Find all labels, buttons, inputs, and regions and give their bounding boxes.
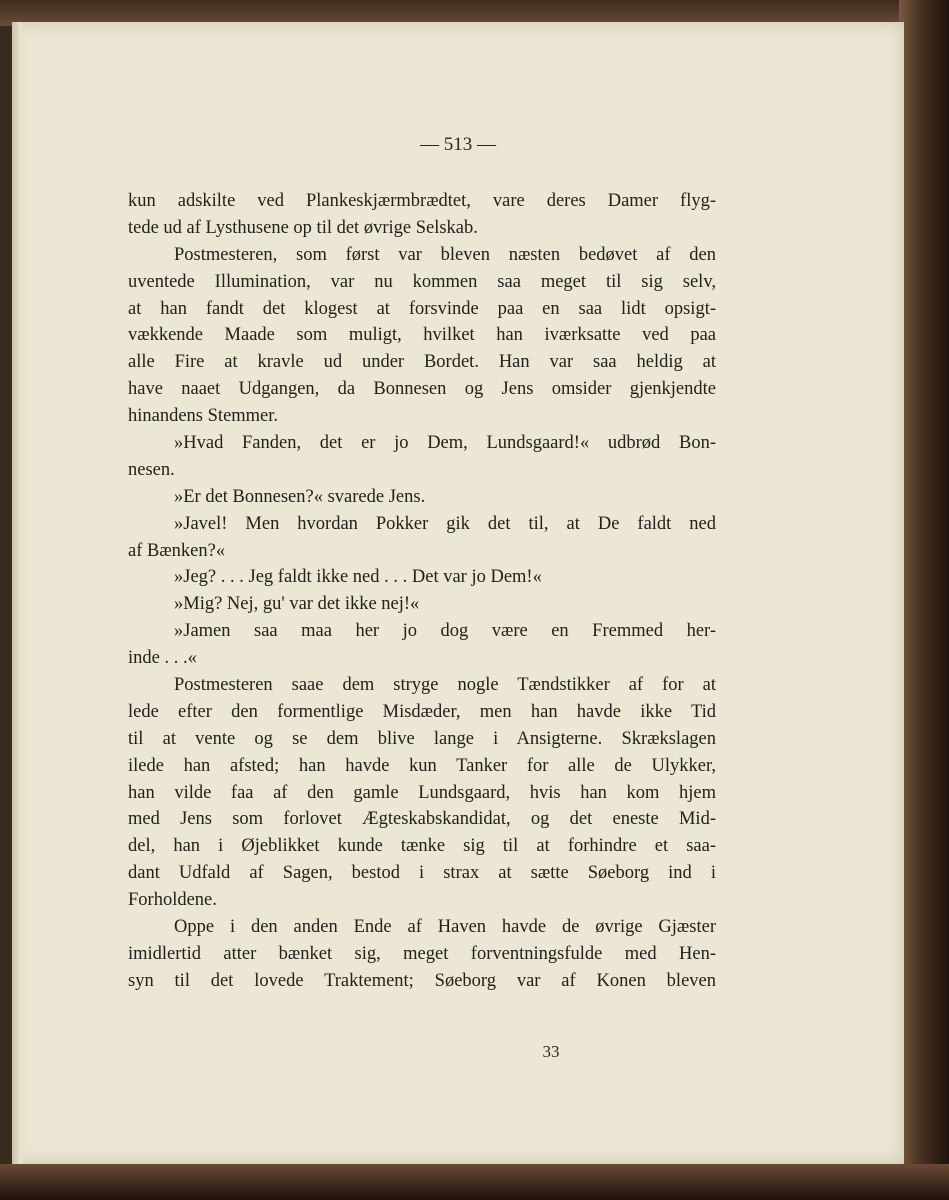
page-gutter — [12, 22, 22, 1164]
book-cover-bottom-edge — [0, 1164, 949, 1200]
paper-page — [12, 22, 904, 1164]
text-line: Postmesteren saae dem stryge nogle Tændstikker af for at — [174, 675, 716, 696]
text-line: Postmesteren, som først var bleven næsten bedøvet af den — [174, 244, 716, 265]
text-line: lede efter den formentlige Misdæder, men han havde ikke Tid — [128, 701, 716, 722]
text-line: syn til det lovede Traktement; Søeborg var af Konen bleven — [128, 970, 716, 991]
text-line: »Hvad Fanden, det er jo Dem, Lundsgaard!« udbrød Bon- — [174, 433, 716, 454]
text-line: »Mig? Nej, gu' var det ikke nej!« — [174, 594, 420, 615]
text-line: »Jeg? . . . Jeg faldt ikke ned . . . Det var jo Dem!« — [174, 567, 542, 588]
page-number: — 513 — — [420, 134, 496, 155]
text-line: Forholdene. — [128, 890, 217, 911]
text-line: dant Udfald af Sagen, bestod i strax at sætte Søeborg ind i — [128, 863, 716, 884]
text-line: vækkende Maade som muligt, hvilket han iværksatte ved paa — [128, 325, 716, 346]
signature-mark: 33 — [542, 1042, 560, 1061]
text-line: kun adskilte ved Plankeskjærmbrædtet, vare deres Damer flyg- — [128, 191, 716, 211]
text-line: han vilde faa af den gamle Lundsgaard, hvis han kom hjem — [128, 782, 716, 803]
text-line: imidlertid atter bænket sig, meget forventningsfulde med Hen- — [128, 943, 716, 964]
text-line: »Jamen saa maa her jo dog være en Fremmed her- — [174, 621, 716, 642]
text-line: nesen. — [128, 459, 175, 480]
body-text — [128, 188, 716, 995]
text-line: af Bænken?« — [128, 540, 226, 561]
text-line: tede ud af Lysthusene op til det øvrige Selskab. — [128, 217, 478, 238]
text-line: hinandens Stemmer. — [128, 406, 279, 427]
book-cover-right-edge — [899, 0, 949, 1200]
text-line: del, han i Øjeblikket kunde tænke sig til at forhindre et saa- — [128, 836, 716, 857]
text-line: ilede han afsted; han havde kun Tanker for alle de Ulykker, — [128, 755, 716, 776]
text-line: alle Fire at kravle ud under Bordet. Han var saa heldig at — [128, 352, 716, 373]
text-line: at han fandt det klogest at forsvinde paa en saa lidt opsigt- — [128, 298, 716, 319]
text-line: »Er det Bonnesen?« svarede Jens. — [174, 486, 426, 507]
text-line: med Jens som forlovet Ægteskabskandidat, og det eneste Mid- — [128, 809, 716, 830]
text-line: »Javel! Men hvordan Pokker gik det til, at De faldt ned — [174, 513, 716, 534]
text-line: inde . . .« — [128, 648, 197, 669]
text-line: Oppe i den anden Ende af Haven havde de øvrige Gjæster — [174, 917, 716, 938]
text-line: uventede Illumination, var nu kommen saa meget til sig selv, — [128, 271, 716, 292]
text-line: have naaet Udgangen, da Bonnesen og Jens omsider gjenkjendte — [128, 379, 716, 400]
text-line: til at vente og se dem blive lange i Ansigterne. Skrækslagen — [128, 728, 716, 749]
